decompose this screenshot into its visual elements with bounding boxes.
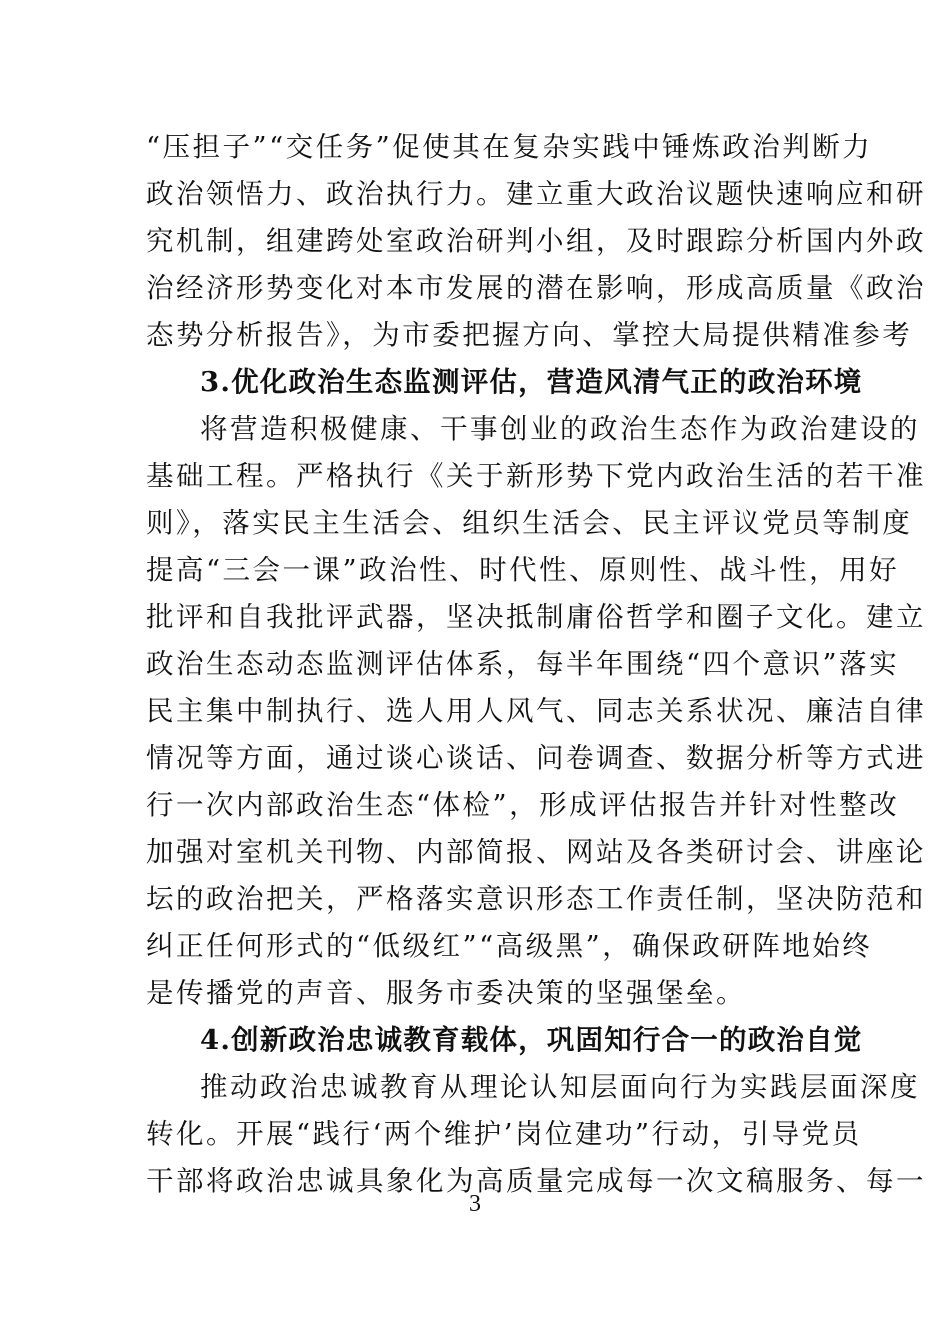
paragraph-first-line: 推动政治忠诚教育从理论认知层面向行为实践层面深度: [200, 1071, 920, 1103]
body-text-line: 情况等方面，通过谈心谈话、问卷调查、数据分析等方式进: [146, 742, 926, 774]
body-text-line: 政治领悟力、政治执行力。建立重大政治议题快速响应和研: [146, 178, 926, 210]
body-text-line: “压担子”“交任务”促使其在复杂实践中锤炼政治判断力: [146, 131, 873, 163]
body-text-line: 是传播党的声音、服务市委决策的坚强堡垒。: [146, 977, 746, 1009]
section-heading-4: 4.创新政治忠诚教育载体，巩固知行合一的政治自觉: [200, 1024, 863, 1056]
body-text-line: 则》，落实民主生活会、组织生活会、民主评议党员等制度: [146, 507, 913, 539]
body-text-line: 政治生态动态监测评估体系，每半年围绕“四个意识”落实: [146, 648, 900, 680]
body-text-line: 干部将政治忠诚具象化为高质量完成每一次文稿服务、每一: [146, 1165, 926, 1197]
body-text-line: 纠正任何形式的“低级红”“高级黑”，确保政研阵地始终: [146, 930, 873, 962]
body-text-line: 治经济形势变化对本市发展的潜在影响，形成高质量《政治: [146, 272, 926, 304]
body-text-line: 坛的政治把关，严格落实意识形态工作责任制，坚决防范和: [146, 883, 926, 915]
body-text-line: 加强对室机关刊物、内部简报、网站及各类研讨会、讲座论: [146, 836, 926, 868]
page-number: 3: [469, 1191, 481, 1217]
body-text-line: 行一次内部政治生态“体检”，形成评估报告并针对性整改: [146, 789, 900, 821]
body-text-line: 基础工程。严格执行《关于新形势下党内政治生活的若干准: [146, 460, 926, 492]
body-text-line: 提高“三会一课”政治性、时代性、原则性、战斗性，用好: [146, 554, 900, 586]
body-text-line: 究机制，组建跨处室政治研判小组，及时跟踪分析国内外政: [146, 225, 926, 257]
body-text-line: 态势分析报告》，为市委把握方向、掌控大局提供精准参考: [146, 319, 913, 351]
body-text-line: 民主集中制执行、选人用人风气、同志关系状况、廉洁自律: [146, 695, 926, 727]
body-text-line: 转化。开展“践行‘两个维护’岗位建功”行动，引导党员: [146, 1118, 862, 1150]
paragraph-first-line: 将营造积极健康、干事创业的政治生态作为政治建设的: [200, 413, 920, 445]
section-heading-3: 3.优化政治生态监测评估，营造风清气正的政治环境: [200, 366, 863, 398]
body-text-line: 批评和自我批评武器，坚决抵制庸俗哲学和圈子文化。建立: [146, 601, 926, 633]
